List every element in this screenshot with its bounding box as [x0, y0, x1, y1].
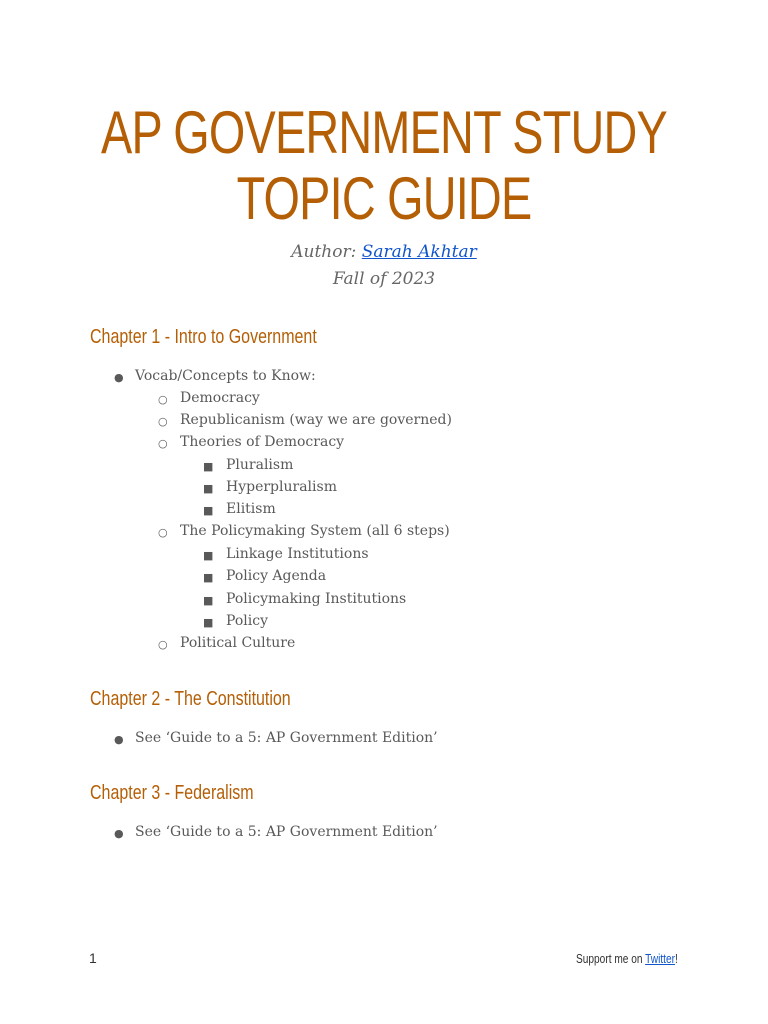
author-link[interactable]: Sarah Akhtar: [361, 242, 477, 262]
bullet-circle-icon: ○: [158, 393, 168, 406]
list-item: Political Culture: [180, 635, 296, 651]
bullet-circle-icon: ○: [158, 526, 168, 539]
document-title: [84, 100, 683, 232]
list-item: The Policymaking System (all 6 steps): [180, 523, 450, 539]
bullet-square-icon: ■: [203, 482, 214, 495]
list-item: Democracy: [180, 390, 260, 406]
bullet-disc-icon: ●: [114, 371, 124, 384]
list-item: Vocab/Concepts to Know:: [135, 368, 316, 384]
title-line-2: TOPIC GUIDE: [236, 165, 532, 232]
list-item: Theories of Democracy: [180, 434, 345, 450]
chapter-2-heading: Chapter 2 - The Constitution: [90, 688, 291, 710]
list-item: See ‘Guide to a 5: AP Government Edition’: [135, 824, 438, 840]
list-item: Hyperpluralism: [226, 479, 337, 495]
bullet-square-icon: ■: [203, 549, 214, 562]
list-item: Policy: [226, 613, 268, 629]
chapter-1-heading: Chapter 1 - Intro to Government: [90, 326, 317, 348]
list-item: Linkage Institutions: [226, 546, 369, 562]
chapter-3-heading: Chapter 3 - Federalism: [90, 782, 254, 804]
bullet-circle-icon: ○: [158, 638, 168, 651]
list-item: Republicanism (way we are governed): [180, 412, 452, 428]
bullet-disc-icon: ●: [114, 733, 124, 746]
list-item: See ‘Guide to a 5: AP Government Edition’: [135, 730, 438, 746]
bullet-circle-icon: ○: [158, 415, 168, 428]
list-item: Policymaking Institutions: [226, 591, 407, 607]
bullet-square-icon: ■: [203, 594, 214, 607]
support-suffix: !: [675, 951, 678, 966]
list-item: Pluralism: [226, 457, 294, 473]
bullet-disc-icon: ●: [114, 827, 124, 840]
author-line: [0, 242, 768, 262]
title-line-1: AP GOVERNMENT STUDY: [101, 99, 667, 166]
bullet-square-icon: ■: [203, 460, 214, 473]
bullet-circle-icon: ○: [158, 437, 168, 450]
list-item: Elitism: [226, 501, 276, 517]
twitter-link[interactable]: Twitter: [645, 951, 676, 966]
bullet-square-icon: ■: [203, 616, 214, 629]
list-item: Policy Agenda: [226, 568, 327, 584]
page-number: 1: [89, 950, 97, 966]
bullet-square-icon: ■: [203, 504, 214, 517]
author-label: Author:: [291, 242, 362, 262]
bullet-square-icon: ■: [203, 571, 214, 584]
support-text: Support me on: [576, 951, 646, 966]
footer-support: [576, 951, 678, 966]
term-line: Fall of 2023: [332, 269, 436, 289]
